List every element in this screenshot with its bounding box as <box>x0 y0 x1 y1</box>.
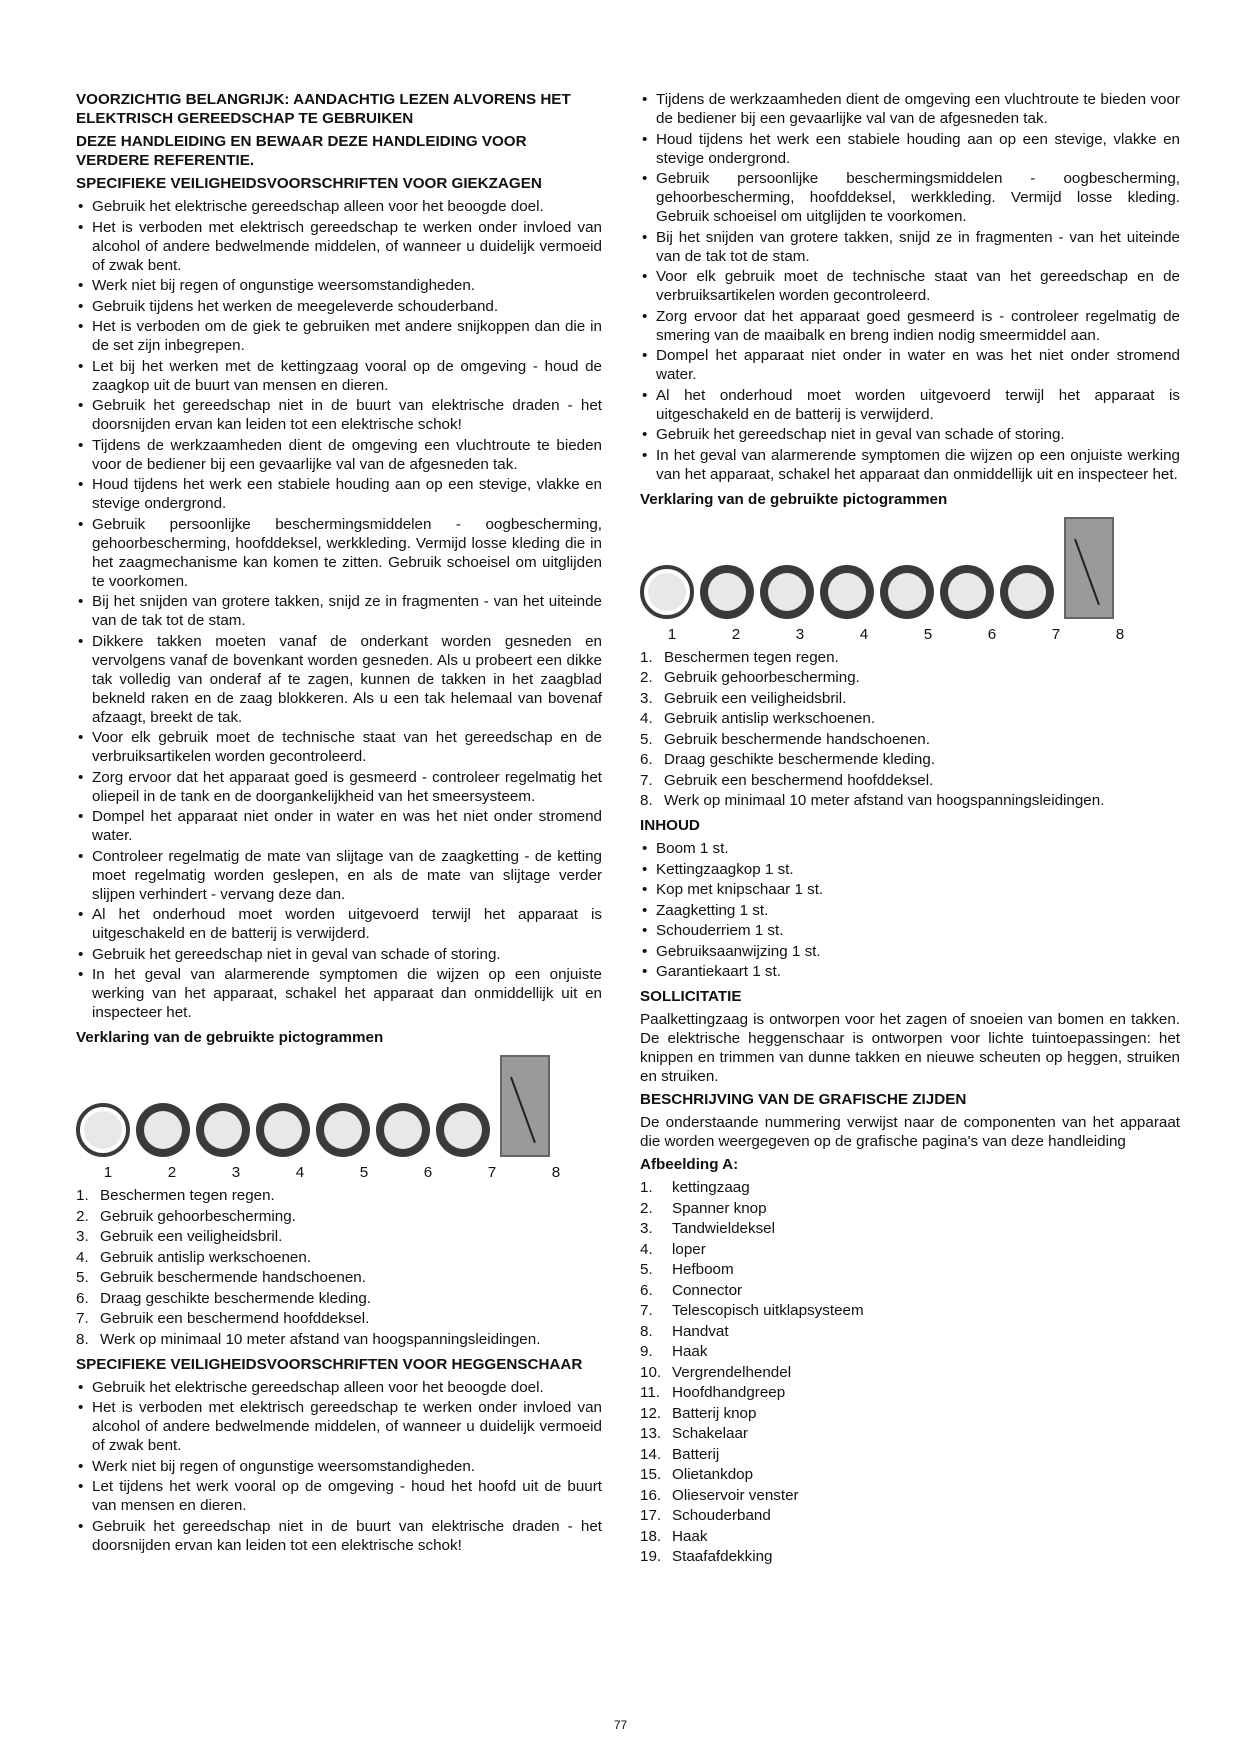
list-item <box>640 1383 1180 1402</box>
list-item <box>640 771 1180 790</box>
item-text: Haak <box>672 1343 708 1360</box>
pole-saw-safety-heading: SPECIFIEKE VEILIGHEIDSVOORSCHRIFTEN VOOR GIEKZAGEN <box>76 175 542 192</box>
list-item <box>640 791 1180 810</box>
list-item <box>640 1363 1180 1382</box>
pictogram-number: 7 <box>1051 625 1061 643</box>
list-item: • Gebruik het gereedschap niet in de buurt van elektrische draden - het doorsnijden ervan kan leiden tot een elektrische schok! <box>76 1517 602 1555</box>
pictogram-number: 6 <box>423 1164 433 1181</box>
list-item <box>76 1207 602 1226</box>
list-item <box>76 1186 602 1205</box>
protective-clothing-icon <box>940 565 994 619</box>
list-item <box>640 1260 1180 1279</box>
list-item: • Gebruik het gereedschap niet in geval van schade of storing. <box>76 945 602 964</box>
item-number: 8. <box>640 1322 653 1340</box>
application-heading: SOLLICITATIE <box>640 988 742 1005</box>
gloves-icon <box>316 1103 370 1157</box>
list-item: • Werk niet bij regen of ongunstige weersomstandigheden. <box>76 1457 602 1476</box>
pole-saw-safety-list <box>76 197 602 1022</box>
item-number: 6. <box>640 751 653 768</box>
pictogram-number: 5 <box>923 625 933 643</box>
list-item <box>640 689 1180 708</box>
right-column <box>640 90 1180 1572</box>
item-text: Schouderband <box>672 1507 771 1524</box>
item-text: Vergrendelhendel <box>672 1363 792 1381</box>
pictogram-numbers <box>76 1163 602 1182</box>
list-item: • Kettingzaagkop 1 st. <box>640 860 1180 879</box>
contents-list <box>640 839 1180 981</box>
list-item: • Schouderriem 1 st. <box>640 921 1180 940</box>
item-text: Spanner knop <box>672 1199 767 1217</box>
item-number: 14. <box>640 1445 662 1463</box>
pictogram-number: 4 <box>859 625 869 643</box>
list-item <box>76 1227 602 1246</box>
list-item: • Garantiekaart 1 st. <box>640 962 1180 981</box>
list-item: • Gebruik het gereedschap niet in de buurt van elektrische draden - het doorsnijden ervan kan leiden tot een elektrische schok! <box>76 396 602 434</box>
list-item: • Bij het snijden van grotere takken, snijd ze in fragmenten - van het uiteinde van de tak tot de stam. <box>76 592 602 630</box>
item-text: Gebruik beschermende handschoenen. <box>664 730 930 748</box>
item-number: 18. <box>640 1527 662 1545</box>
list-item: • Het is verboden om de giek te gebruiken met andere snijkoppen dan die in de set zijn inbegrepen. <box>76 317 602 355</box>
gloves-icon <box>880 565 934 619</box>
item-text: Haak <box>672 1527 708 1545</box>
list-item: • Controleer regelmatig de mate van slijtage van de zaagketting - de ketting moet regelmatig worden geslepen, en als de mate van slijtage verder slijpen verhindert - vervang deze dan. <box>76 847 602 904</box>
item-number: 13. <box>640 1425 662 1442</box>
pictogram-legend-right <box>640 648 1180 811</box>
list-item <box>76 1330 602 1349</box>
list-item <box>640 1281 1180 1300</box>
item-text: Beschermen tegen regen. <box>664 648 839 666</box>
list-item: • Dompel het apparaat niet onder in water en was het niet onder stromend water. <box>640 346 1180 384</box>
item-text: Tandwieldeksel <box>672 1220 775 1237</box>
list-item: • Gebruik persoonlijke beschermingsmiddelen - oogbescherming, gehoorbescherming, hoofddeksel, werkkleding. Vermijd losse kleding. Gebruik schoeisel om uitglijden te voorkomen. <box>640 169 1180 226</box>
item-number: 5. <box>76 1269 89 1286</box>
list-item <box>76 1309 602 1328</box>
list-item: • Tijdens de werkzaamheden dient de omgeving een vluchtroute te bieden voor de bediener bij een gevaarlijke val van de afgesneden tak. <box>640 90 1180 128</box>
item-text: kettingzaag <box>672 1179 750 1196</box>
list-item: • Voor elk gebruik moet de technische staat van het gereedschap en de verbruiksartikelen worden gecontroleerd. <box>76 728 602 766</box>
item-number: 2. <box>640 1199 653 1217</box>
item-text: Batterij <box>672 1445 720 1463</box>
pictogram-number: 3 <box>795 625 805 643</box>
list-item <box>640 1404 1180 1423</box>
left-column <box>76 90 602 1561</box>
list-item <box>640 1527 1180 1546</box>
list-item <box>640 1178 1180 1197</box>
item-text: Olieservoir venster <box>672 1486 799 1504</box>
pictogram-number: 8 <box>1115 625 1125 643</box>
item-number: 3. <box>640 1220 653 1237</box>
description-heading: BESCHRIJVING VAN DE GRAFISCHE ZIJDEN <box>640 1091 967 1108</box>
item-number: 16. <box>640 1486 662 1504</box>
item-number: 8. <box>640 792 653 809</box>
item-text: Beschermen tegen regen. <box>100 1187 275 1204</box>
list-item: • Zorg ervoor dat het apparaat goed gesmeerd is - controleer regelmatig de smering van de maaibalk en breng indien nodig smeermiddel aan. <box>640 307 1180 345</box>
item-number: 15. <box>640 1466 662 1483</box>
item-number: 7. <box>640 771 653 789</box>
ear-protection-icon <box>700 565 754 619</box>
contents-heading: INHOUD <box>640 817 700 834</box>
item-number: 11. <box>640 1384 660 1401</box>
hedge-trimmer-safety-list-cont <box>640 90 1180 484</box>
pictogram-row <box>76 1055 602 1157</box>
list-item: • Gebruik het elektrische gereedschap alleen voor het beoogde doel. <box>76 1378 602 1397</box>
pictogram-number: 5 <box>359 1164 369 1181</box>
item-text: Draag geschikte beschermende kleding. <box>664 751 936 768</box>
item-number: 9. <box>640 1343 653 1360</box>
pictogram-number: 7 <box>487 1164 497 1181</box>
item-number: 7. <box>76 1310 89 1327</box>
pictogram-number: 6 <box>987 625 997 643</box>
item-number: 1. <box>76 1187 89 1204</box>
item-number: 17. <box>640 1507 662 1524</box>
list-item <box>640 1445 1180 1464</box>
pictogram-number: 2 <box>167 1164 177 1181</box>
list-item: • Boom 1 st. <box>640 839 1180 858</box>
item-text: Draag geschikte beschermende kleding. <box>100 1289 372 1307</box>
helmet-icon <box>436 1103 490 1157</box>
item-number: 3. <box>640 689 653 707</box>
pictogram-title: Verklaring van de gebruikte pictogrammen <box>76 1029 384 1046</box>
item-number: 4. <box>76 1248 89 1266</box>
item-number: 2. <box>76 1207 89 1225</box>
item-number: 4. <box>640 710 653 727</box>
list-item <box>640 709 1180 728</box>
item-text: Werk op minimaal 10 meter afstand van hoogspanningsleidingen. <box>664 792 1105 809</box>
page-number: 77 <box>613 1718 628 1732</box>
list-item: • Zorg ervoor dat het apparaat goed is gesmeerd - controleer regelmatig het oliepeil in de tank en de doorgankelijkheid van het smeersysteem. <box>76 768 602 806</box>
list-item <box>640 1240 1180 1259</box>
list-item <box>76 1289 602 1308</box>
hedge-trimmer-safety-list <box>76 1378 602 1555</box>
application-text: Paalkettingzaag is ontworpen voor het zagen of snoeien van bomen en takken. De elektrische heggenschaar is ontworpen voor lichte tuintoepassingen: het knippen en trimmen van dunne takken en nieuwe scheuten op heggen, struiken en struiken. <box>640 1011 1180 1085</box>
ear-protection-icon <box>136 1103 190 1157</box>
power-line-distance-icon <box>500 1055 550 1157</box>
item-text: Gebruik beschermende handschoenen. <box>100 1269 366 1286</box>
item-text: Handvat <box>672 1322 729 1340</box>
item-text: Gebruik gehoorbescherming. <box>664 669 860 686</box>
boots-icon <box>256 1103 310 1157</box>
rain-protection-icon <box>76 1103 130 1157</box>
item-text: Schakelaar <box>672 1425 748 1442</box>
list-item: • Bij het snijden van grotere takken, snijd ze in fragmenten - van het uiteinde van de tak tot de stam. <box>640 228 1180 266</box>
item-number: 19. <box>640 1548 662 1565</box>
list-item: • Zaagketting 1 st. <box>640 901 1180 920</box>
list-item <box>640 1465 1180 1484</box>
list-item: • Houd tijdens het werk een stabiele houding aan op een stevige, vlakke en stevige ondergrond. <box>76 475 602 513</box>
list-item <box>640 1219 1180 1238</box>
list-item <box>640 1301 1180 1320</box>
list-item: • Gebruiksaanwijzing 1 st. <box>640 942 1180 961</box>
item-text: Gebruik antislip werkschoenen. <box>664 710 876 727</box>
list-item: • Kop met knipschaar 1 st. <box>640 880 1180 899</box>
item-number: 8. <box>76 1330 89 1348</box>
warning-heading: VOORZICHTIG BELANGRIJK: AANDACHTIG LEZEN ALVORENS HET ELEKTRISCH GEREEDSCHAP TE GEBRUIKEN <box>76 91 571 127</box>
list-item <box>640 1424 1180 1443</box>
list-item <box>640 750 1180 769</box>
list-item: • Het is verboden met elektrisch gereedschap te werken onder invloed van alcohol of andere bedwelmende middelen, of wanneer u duidelijk vermoeid of zwak bent. <box>76 1398 602 1455</box>
item-text: Gebruik antislip werkschoenen. <box>100 1248 312 1266</box>
list-item: • Al het onderhoud moet worden uitgevoerd terwijl het apparaat is uitgeschakeld en de batterij is verwijderd. <box>640 386 1180 424</box>
item-text: Connector <box>672 1281 743 1299</box>
item-number: 6. <box>76 1289 89 1307</box>
item-number: 2. <box>640 669 653 686</box>
list-item <box>640 1199 1180 1218</box>
figure-a-heading: Afbeelding A: <box>640 1156 739 1173</box>
protective-clothing-icon <box>376 1103 430 1157</box>
list-item: • Houd tijdens het werk een stabiele houding aan op een stevige, vlakke en stevige ondergrond. <box>640 130 1180 168</box>
item-number: 5. <box>640 730 653 748</box>
pictogram-number: 1 <box>103 1164 113 1181</box>
item-text: Gebruik een veiligheidsbril. <box>100 1228 283 1245</box>
item-number: 1. <box>640 648 653 666</box>
list-item <box>640 1322 1180 1341</box>
item-number: 1. <box>640 1179 653 1196</box>
item-number: 5. <box>640 1261 653 1278</box>
item-text: Telescopisch uitklapsysteem <box>672 1302 864 1319</box>
list-item <box>640 1342 1180 1361</box>
list-item: • Gebruik persoonlijke beschermingsmiddelen - oogbescherming, gehoorbescherming, hoofddeksel, werkkleding. Vermijd losse kleding die in het zaagmechanisme kan komen te zitten. Gebruik schoeisel om uitglijden te voorkomen. <box>76 515 602 591</box>
pictogram-title-right: Verklaring van de gebruikte pictogrammen <box>640 490 948 508</box>
item-number: 7. <box>640 1302 653 1319</box>
list-item <box>640 1547 1180 1566</box>
list-item <box>76 1268 602 1287</box>
list-item: • Gebruik het elektrische gereedschap alleen voor het beoogde doel. <box>76 197 602 216</box>
pictogram-number: 2 <box>731 625 741 643</box>
item-text: Gebruik een veiligheidsbril. <box>664 689 847 707</box>
list-item: • In het geval van alarmerende symptomen die wijzen op een onjuiste werking van het apparaat, schakel het apparaat dan onmiddellijk uit en inspecteer het. <box>76 965 602 1022</box>
list-item: • Al het onderhoud moet worden uitgevoerd terwijl het apparaat is uitgeschakeld en de batterij is verwijderd. <box>76 905 602 943</box>
item-text: Batterij knop <box>672 1404 757 1422</box>
pictogram-numbers-right <box>640 625 1180 644</box>
list-item: • Voor elk gebruik moet de technische staat van het gereedschap en de verbruiksartikelen worden gecontroleerd. <box>640 267 1180 305</box>
list-item: • Let tijdens het werk vooral op de omgeving - houd het hoofd uit de buurt van mensen en dieren. <box>76 1477 602 1515</box>
list-item: • Gebruik tijdens het werken de meegeleverde schouderband. <box>76 297 602 316</box>
list-item: • Tijdens de werkzaamheden dient de omgeving een vluchtroute te bieden voor de bediener bij een gevaarlijke val van de afgesneden tak. <box>76 436 602 474</box>
item-text: Gebruik gehoorbescherming. <box>100 1207 296 1225</box>
pictogram-number: 1 <box>667 625 677 643</box>
item-text: Hefboom <box>672 1261 734 1278</box>
list-item: • Gebruik het gereedschap niet in geval van schade of storing. <box>640 425 1180 444</box>
item-number: 6. <box>640 1281 653 1299</box>
pictogram-legend <box>76 1186 602 1349</box>
figure-a-list <box>640 1178 1180 1566</box>
rain-protection-icon <box>640 565 694 619</box>
pictogram-row-right <box>640 517 1180 619</box>
item-text: Hoofdhandgreep <box>672 1384 786 1401</box>
manual-heading: DEZE HANDLEIDING EN BEWAAR DEZE HANDLEIDING VOOR VERDERE REFERENTIE. <box>76 133 527 169</box>
list-item: • In het geval van alarmerende symptomen die wijzen op een onjuiste werking van het apparaat, schakel het apparaat dan onmiddellijk uit en inspecteer het. <box>640 446 1180 484</box>
list-item: • Let bij het werken met de kettingzaag vooral op de omgeving - houd de zaagkop uit de buurt van mensen en dieren. <box>76 357 602 395</box>
list-item: • Dikkere takken moeten vanaf de onderkant worden gesneden en vervolgens vanaf de bovenkant worden gesneden. Als u probeert een dikke tak volledig van onderaf af te zagen, kunnen de takken in het zaagblad bekneld raken en de zaag blokkeren. Als u een tak helemaal van bovenaf afzaagt, breekt de tak. <box>76 632 602 727</box>
item-number: 12. <box>640 1404 662 1422</box>
list-item <box>640 668 1180 687</box>
list-item <box>640 1506 1180 1525</box>
list-item <box>76 1248 602 1267</box>
helmet-icon <box>1000 565 1054 619</box>
item-number: 10. <box>640 1363 662 1381</box>
list-item: • Het is verboden met elektrisch gereedschap te werken onder invloed van alcohol of andere bedwelmende middelen, of wanneer u duidelijk vermoeid of zwak bent. <box>76 218 602 275</box>
list-item: • Werk niet bij regen of ongunstige weersomstandigheden. <box>76 276 602 295</box>
power-line-distance-icon <box>1064 517 1114 619</box>
boots-icon <box>820 565 874 619</box>
list-item <box>640 730 1180 749</box>
item-number: 3. <box>76 1228 89 1245</box>
pictogram-number: 8 <box>551 1164 561 1181</box>
safety-glasses-icon <box>196 1103 250 1157</box>
description-text: De onderstaande nummering verwijst naar de componenten van het apparaat die worden weergegeven op de grafische pagina's van deze handleiding <box>640 1114 1180 1150</box>
item-text: Gebruik een beschermend hoofddeksel. <box>664 771 934 789</box>
item-text: Staafafdekking <box>672 1548 773 1565</box>
list-item <box>640 648 1180 667</box>
list-item: • Dompel het apparaat niet onder in water en was het niet onder stromend water. <box>76 807 602 845</box>
hedge-trimmer-safety-heading: SPECIFIEKE VEILIGHEIDSVOORSCHRIFTEN VOOR HEGGENSCHAAR <box>76 1355 583 1373</box>
pictogram-number: 4 <box>295 1164 305 1181</box>
item-number: 4. <box>640 1240 653 1258</box>
item-text: Werk op minimaal 10 meter afstand van hoogspanningsleidingen. <box>100 1330 541 1348</box>
item-text: loper <box>672 1240 706 1258</box>
safety-glasses-icon <box>760 565 814 619</box>
pictogram-number: 3 <box>231 1164 241 1181</box>
item-text: Olietankdop <box>672 1466 754 1483</box>
list-item <box>640 1486 1180 1505</box>
item-text: Gebruik een beschermend hoofddeksel. <box>100 1310 370 1327</box>
